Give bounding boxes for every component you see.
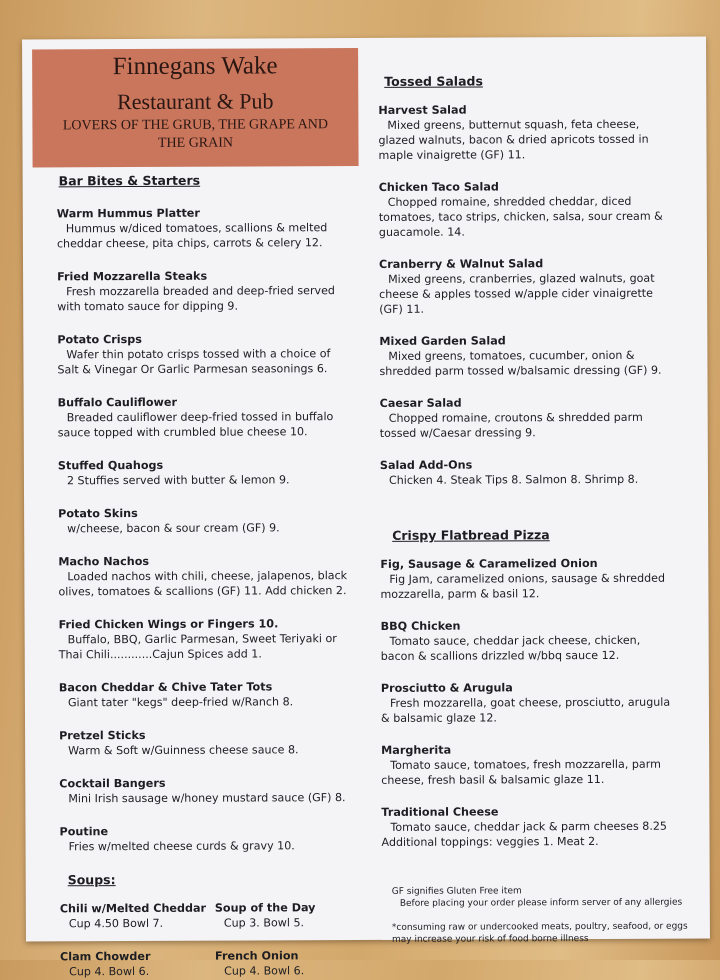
menu-item-description: glazed walnuts, bacon & dried apricots tossed in: [378, 132, 649, 147]
menu-item-name: Harvest Salad: [378, 103, 467, 117]
menu-item-description: tossed w/Caesar dressing 9.: [379, 426, 536, 440]
soup-price: Cup 4. Bowl 6.: [224, 964, 305, 978]
menu-item: [380, 395, 696, 441]
menu-item: [380, 457, 696, 488]
menu-item-description: Chicken 4. Steak Tips 8. Salmon 8. Shrimp 8.: [388, 472, 639, 487]
menu-item-description: sauce topped with crumbled blue cheese 10.: [57, 425, 308, 440]
menu-item-name: Potato Crisps: [57, 332, 142, 347]
right-column: [378, 73, 698, 946]
menu-item-description: Thai Chili............Cajun Spices add 1.: [58, 647, 262, 662]
menu-item-name: Buffalo Cauliflower: [57, 395, 177, 410]
menu-item-description: Fries w/melted cheese curds & gravy 10.: [68, 839, 295, 854]
menu-item-description: maple vinaigrette (GF) 11.: [378, 148, 526, 162]
menu-item-name: Caesar Salad: [379, 396, 462, 410]
menu-item-description: Mixed greens, butternut squash, feta cheese,: [387, 117, 640, 132]
section-title-bar-bites: Bar Bites & Starters: [58, 172, 201, 189]
menu-item-name: Cocktail Bangers: [59, 776, 166, 791]
menu-item: [59, 727, 369, 758]
soup-item: [215, 948, 370, 979]
menu-item-name: Chicken Taco Salad: [378, 180, 499, 194]
menu-item-description: & balsamic glaze 12.: [380, 711, 497, 725]
note-line: Before placing your order please inform server of any allergies: [399, 897, 683, 909]
menu-item-name: Margherita: [381, 743, 452, 757]
menu-item-description: (GF) 11.: [379, 302, 425, 316]
raw-food-warning: [392, 921, 698, 946]
flatbread-list: [380, 556, 697, 850]
menu-item: [57, 331, 367, 377]
menu-item: [381, 680, 697, 726]
menu-item-description: Wafer thin potato crisps tossed with a choice of: [66, 347, 331, 362]
soup-name: French Onion: [215, 949, 299, 963]
menu-item-name: Macho Nachos: [58, 554, 150, 569]
section-title-flatbread: Crispy Flatbread Pizza: [392, 527, 550, 543]
menu-item-name: Warm Hummus Platter: [56, 206, 200, 221]
restaurant-banner: [32, 48, 359, 167]
salads-list: [378, 102, 696, 488]
menu-item: [58, 505, 368, 536]
menu-item-description: w/cheese, bacon & sour cream (GF) 9.: [67, 521, 280, 536]
menu-item-description: cheese, fresh basil & balsamic glaze 11.: [381, 772, 605, 787]
menu-item-description: Fig Jam, caramelized onions, sausage & shredded: [389, 571, 666, 586]
menu-item-description: Mini Irish sausage w/honey mustard sauce (GF) 8.: [68, 791, 346, 806]
restaurant-name: Finnegans Wake: [112, 52, 278, 81]
menu-item: [57, 205, 367, 251]
menu-item: [381, 618, 697, 664]
bar-bites-list: [57, 205, 370, 854]
menu-item-name: Fried Chicken Wings or Fingers 10.: [58, 617, 279, 632]
menu-item-description: Giant tater "kegs" deep-fried w/Ranch 8.: [67, 695, 294, 710]
menu-item-description: Tomato sauce, cheddar jack & parm cheeses 8.25: [390, 819, 668, 834]
menu-item: [379, 256, 695, 317]
menu-item-description: guacamole. 14.: [378, 225, 465, 239]
menu-item: [381, 742, 697, 788]
soup-name: Chili w/Melted Cheddar: [59, 901, 207, 916]
note-line: may increase your risk of food borne illness: [391, 934, 589, 945]
menu-item-description: Salt & Vinegar Or Garlic Parmesan seasonings 6.: [57, 362, 328, 377]
menu-item: [59, 823, 369, 854]
gluten-free-note: [392, 885, 698, 910]
soup-name: Soup of the Day: [214, 901, 316, 915]
restaurant-tagline: [32, 116, 358, 153]
menu-item: [58, 553, 368, 599]
menu-item-description: 2 Stuffies served with butter & lemon 9.: [66, 473, 290, 488]
menu-item-name: Cranberry & Walnut Salad: [378, 257, 544, 271]
menu-item-name: Stuffed Quahogs: [57, 458, 164, 473]
menu-item-description: mozzarella, parm & basil 12.: [380, 587, 540, 601]
menu-item: [57, 268, 367, 314]
menu-item-name: Bacon Cheddar & Chive Tater Tots: [58, 680, 273, 695]
menu-item-description: cheese & apples tossed w/apple cider vinaigrette: [379, 286, 653, 301]
note-line: GF signifies Gluten Free item: [391, 886, 522, 897]
soup-price: Cup 4. Bowl 6.: [69, 964, 150, 979]
menu-item-description: Mixed greens, cranberries, glazed walnuts, goat: [388, 271, 655, 286]
left-column: [57, 172, 371, 979]
menu-item-description: Additional toppings: veggies 1. Meat 2.: [381, 834, 599, 849]
menu-item-description: Chopped romaine, croutons & shredded parm: [388, 410, 643, 425]
tagline-line: THE GRAIN: [157, 135, 234, 151]
menu-item-description: Tomato sauce, tomatoes, fresh mozzarella, parm: [390, 757, 661, 772]
menu-item-description: tomatoes, taco strips, chicken, salsa, sour cream &: [378, 209, 663, 224]
restaurant-subtitle: Restaurant & Pub: [117, 88, 274, 115]
menu-item-name: BBQ Chicken: [380, 619, 461, 633]
soup-price: Cup 3. Bowl 5.: [223, 916, 305, 930]
menu-item: [379, 333, 695, 379]
menu-item-description: cheddar cheese, pita chips, carrots & celery 12.: [56, 236, 323, 251]
menu-item-name: Fried Mozzarella Steaks: [57, 269, 208, 284]
menu-item: [59, 616, 369, 662]
menu-item-name: Fig, Sausage & Caramelized Onion: [380, 556, 598, 571]
menu-item-description: shredded parm tossed w/balsamic dressing (GF) 9.: [379, 363, 662, 378]
menu-item-name: Salad Add-Ons: [379, 458, 473, 472]
menu-item: [58, 457, 368, 488]
note-line: *consuming raw or undercooked meats, poultry, seafood, or eggs: [391, 921, 688, 933]
menu-item: [381, 804, 697, 850]
menu-item-description: Breaded cauliflower deep-fried tossed in buffalo: [66, 410, 334, 425]
menu-item-name: Traditional Cheese: [381, 805, 499, 819]
menu-item-description: Mixed greens, tomatoes, cucumber, onion &: [388, 348, 635, 363]
menu-item: [378, 102, 694, 163]
menu-item: [379, 179, 695, 240]
tagline-line: LOVERS OF THE GRUB, THE GRAPE AND: [62, 117, 329, 134]
menu-item-description: Chopped romaine, shredded cheddar, diced: [387, 194, 632, 209]
menu-item-name: Mixed Garden Salad: [379, 334, 506, 348]
menu-item-description: Hummus w/diced tomatoes, scallions & melted: [65, 221, 328, 236]
menu-item-description: Fresh mozzarella breaded and deep-fried served: [66, 284, 335, 299]
soup-name: Clam Chowder: [60, 949, 151, 964]
menu-item-description: Loaded nachos with chili, cheese, jalapenos, black: [67, 569, 348, 584]
menu-page: [22, 37, 710, 979]
soup-item: [215, 900, 370, 931]
menu-item-description: Buffalo, BBQ, Garlic Parmesan, Sweet Teriyaki or: [67, 632, 337, 647]
menu-item-name: Pretzel Sticks: [59, 728, 146, 743]
soups-list: [60, 900, 370, 979]
menu-item: [59, 775, 369, 806]
menu-item-description: Warm & Soft w/Guinness cheese sauce 8.: [68, 743, 299, 758]
menu-item-name: Poutine: [59, 825, 109, 839]
soup-item: [60, 949, 215, 980]
menu-item: [380, 556, 696, 602]
menu-item-description: Tomato sauce, cheddar jack cheese, chicken,: [389, 633, 641, 648]
soup-item: [60, 901, 215, 932]
menu-item-name: Prosciutto & Arugula: [380, 681, 513, 695]
menu-item: [59, 679, 369, 710]
soup-price: Cup 4.50 Bowl 7.: [68, 916, 164, 931]
menu-item-description: with tomato sauce for dipping 9.: [57, 299, 239, 314]
menu-item-description: olives, tomatoes & scallions (GF) 11. Add chicken 2.: [58, 584, 347, 599]
menu-item-name: Potato Skins: [58, 506, 138, 521]
section-title-salads: Tossed Salads: [384, 73, 483, 89]
menu-item: [58, 394, 368, 440]
menu-item-description: bacon & scallions drizzled w/bbq sauce 12.: [380, 648, 620, 663]
menu-item-description: Fresh mozzarella, goat cheese, prosciutto, arugula: [389, 695, 671, 710]
section-title-soups: Soups:: [67, 872, 116, 888]
